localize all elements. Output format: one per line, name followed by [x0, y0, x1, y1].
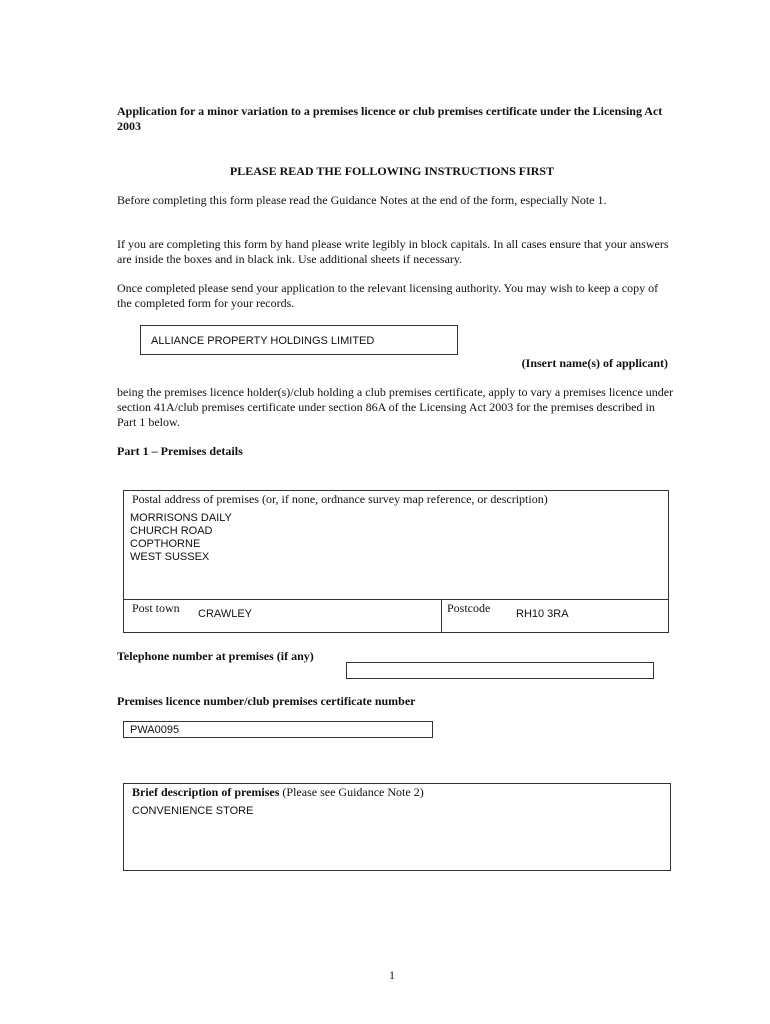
- description-label-note: (Please see Guidance Note 2): [279, 785, 424, 799]
- form-title: Application for a minor variation to a premises licence or club premises certificate under the Licensing Act 2003: [117, 104, 663, 133]
- applicant-name-value: ALLIANCE PROPERTY HOLDINGS LIMITED: [151, 335, 375, 347]
- licence-number-field[interactable]: [123, 721, 433, 738]
- telephone-field[interactable]: [346, 662, 654, 679]
- postcode-label: Postcode: [447, 601, 491, 615]
- description-box: [123, 783, 671, 871]
- address-label: Postal address of premises (or, if none, ordnance survey map reference, or description): [132, 492, 548, 506]
- description-label: [132, 785, 662, 800]
- licence-number-label: Premises licence number/club premises certificate number: [117, 694, 416, 708]
- description-label-bold: Brief description of premises: [132, 785, 280, 799]
- telephone-label: Telephone number at premises (if any): [117, 649, 314, 663]
- postcode-field[interactable]: RH10 3RA: [516, 608, 569, 620]
- handwriting-paragraph: If you are completing this form by hand please write legibly in block capitals. In all cases ensure that your answers are inside the boxes and in black ink. Use additional sheets if necessary.: [117, 237, 669, 266]
- description-field[interactable]: CONVENIENCE STORE: [132, 805, 254, 817]
- post-town-field[interactable]: CRAWLEY: [198, 608, 252, 620]
- applicant-caption: (Insert name(s) of applicant): [521, 356, 668, 370]
- variation-paragraph: being the premises licence holder(s)/club holding a club premises certificate, apply to vary a premises licence under section 41A/club premises certificate under section 86A of the Licensing Act 2003 for the premises described in Part 1 below.: [117, 385, 674, 429]
- licence-number-value: PWA0095: [130, 724, 180, 736]
- page-number: 1: [389, 968, 395, 982]
- town-postcode-divider: [441, 599, 442, 632]
- applicant-name-field[interactable]: [140, 325, 458, 355]
- address-divider: [124, 599, 668, 600]
- address-field[interactable]: MORRISONS DAILY CHURCH ROAD COPTHORNE WEST SUSSEX: [130, 512, 232, 563]
- guidance-paragraph: Before completing this form please read the Guidance Notes at the end of the form, especially Note 1.: [117, 193, 607, 207]
- submission-paragraph: Once completed please send your application to the relevant licensing authority. You may wish to keep a copy of the completed form for your records.: [117, 281, 659, 310]
- post-town-label: Post town: [132, 601, 180, 615]
- part1-heading: Part 1 – Premises details: [117, 444, 243, 458]
- premises-address-box: [123, 490, 669, 633]
- instructions-heading: PLEASE READ THE FOLLOWING INSTRUCTIONS FIRST: [229, 164, 555, 178]
